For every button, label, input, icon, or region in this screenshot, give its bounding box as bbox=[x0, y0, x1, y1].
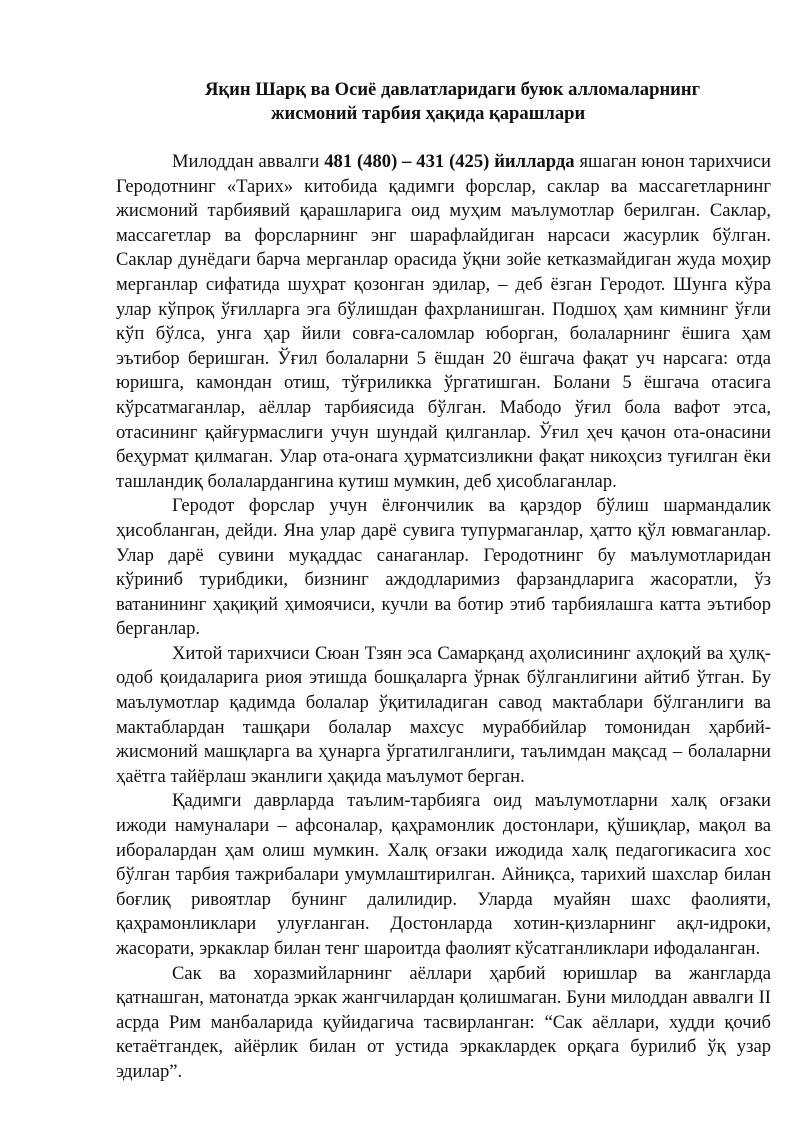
paragraph-1-lead: Милоддан аввалги bbox=[172, 151, 325, 172]
title-line-2: жисмоний тарбия ҳақида қарашлари bbox=[271, 103, 586, 124]
title-line-1: Яқин Шарқ ва Осиё давлатларидаги буюк алломаларнинг bbox=[205, 79, 701, 100]
paragraph-folklore: Қадимги даврларда таълим-тарбияга оид маълумотларни халқ оғзаки ижоди намуналари – афсоналар, қаҳрамонлик достонлари, қўшиқлар, мақол ва иборалардан ҳам олиш мумкин. Халқ оғзаки ижодида халқ педагогикасига хос бўлган тарбия тажрибалари умумлаштирилган. Айниқса, тарихий шахслар билан боғлиқ ривоятлар бунинг далилидир. Уларда муайян шахс фаолияти, қаҳрамонликлари улуғланган. Достонларда хотин-қизларнинг ақл-идроки, жасорати, эркаклар билан тенг шароитда фаолият кўсатганликлари ифодаланган. bbox=[116, 790, 771, 959]
document-title bbox=[116, 78, 771, 126]
paragraph-saka-women: Сак ва хоразмийларнинг аёллари ҳарбий юришлар ва жангларда қатнашган, матонатда эркак жангчилардан қолишмаган. Буни милоддан аввалги II асрда Рим манбаларида қуйидагича тасвирланган: “Сак аёллари, худди қочиб кетаётгандек, айёрлик билан от устида эркаклардек орқага бурилиб ўқ узар эдилар”. bbox=[116, 962, 771, 1082]
document-page bbox=[116, 78, 771, 1085]
paragraph-1-body: яшаган юнон тарихчиси Геродотнинг «Тарих» китобида қадимги форслар, саклар ва массагетларнинг жисмоний тарбиявий қарашларига оид муҳим маълумотлар берилган. Саклар, массагетлар ва форсларнинг энг шарафлайдиган нарсаси жасурлик бўлган. Саклар дунёдаги барча мерганлар орасида ўқни зойе кетказмайдиган жуда моҳир мерганлар сифатида шуҳрат қозонган эдилар, – деб ёзган Геродот. Шунга кўра улар кўпроқ ўғилларга эга бўлишдан фахрланишган. Подшоҳ ҳам кимнинг ўғли кўп бўлса, унга ҳар йили совға-саломлар юборган, болаларнинг ёшига ҳам эътибор беришган. Ўғил болаларни 5 ёшдан 20 ёшгача фақат уч нарсага: отда юришга, камондан отиш, тўғриликка ўргатишган. Болани 5 ёшгача отасига кўрсатмаганлар, аёллар тарбиясида бўлган. Мабодо ўғил бола вафот этса, отасининг қайғурмаслиги учун шундай қилганлар. Ўғил ҳеч қачон ота-онасини беҳурмат қилмаган. Улар ота-онага ҳурматсизликни фақат никоҳсиз туғилган ёки ташландиқ болалардангина кутиш мумкин, деб ҳисоблаганлар. bbox=[116, 151, 771, 492]
paragraph-1-dates: 481 (480) – 431 (425) йилларда bbox=[324, 151, 575, 172]
paragraph-xuanzang: Хитой тарихчиси Сюан Тзян эса Самарқанд аҳолисининг аҳлоқий ва ҳулқ-одоб қоидаларига риоя этишда бошқаларга ўрнак бўлганлигини айтиб ўтган. Бу маълумотлар қадимда болалар ўқитиладиган савод мактаблари бўлганлиги ва мактаблардан ташқари болалар махсус мураббийлар томонидан ҳарбий-жисмоний машқларга ва ҳунарга ўргатилганлиги, таълимдан мақсад – болаларни ҳаётга тайёрлаш эканлиги ҳақида маълумот берган. bbox=[116, 642, 771, 787]
paragraph-herodotus-intro bbox=[116, 150, 771, 494]
paragraph-persians: Геродот форслар учун ёлғончилик ва қарздор бўлиш шармандалик ҳисобланган, дейди. Яна улар дарё сувига тупурмаганлар, ҳатто қўл ювмаганлар. Улар дарё сувини муқаддас санаганлар. Геродотнинг бу маълумотларидан кўриниб турибдики, бизнинг аждодларимиз фарзандларига жасоратли, ўз ватанининг ҳақиқий ҳимоячиси, кучли ва ботир этиб тарбиялашга катта эътибор берганлар. bbox=[116, 495, 771, 640]
